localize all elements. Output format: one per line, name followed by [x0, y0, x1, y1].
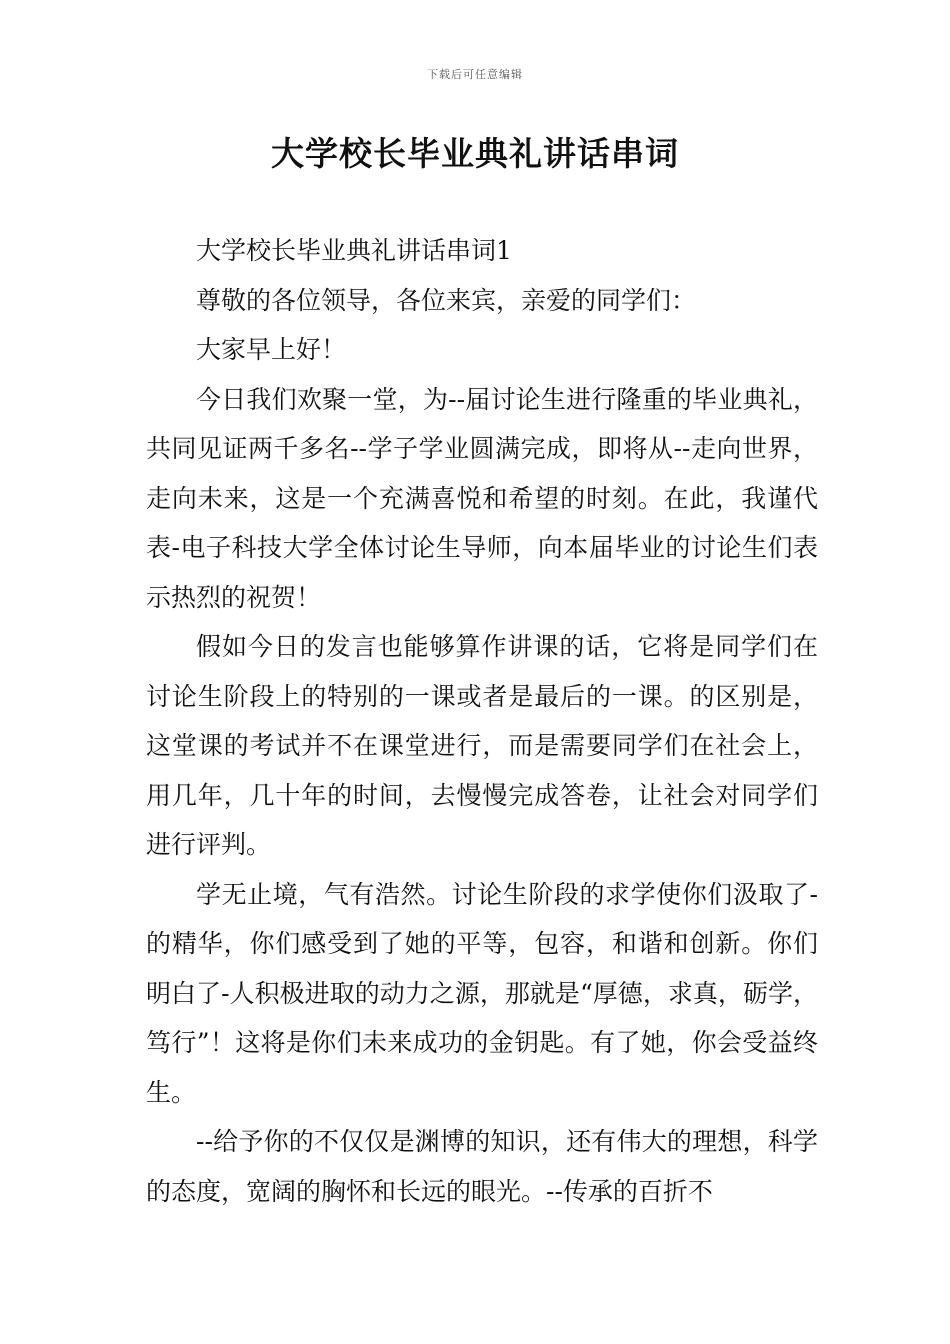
paragraph: 今日我们欢聚一堂，为--届讨论生进行隆重的毕业典礼，共同见证两千多名--学子学业圆满完成，即将从--走向世界，走向未来，这是一个充满喜悦和希望的时刻。在此，我谨代表-电子科技大学全体讨论生导师，向本届毕业的讨论生们表示热烈的祝贺！ — [146, 384, 818, 612]
document-body — [146, 226, 818, 1216]
paragraph-heading: 大学校长毕业典礼讲话串词1 — [196, 236, 512, 265]
paragraph: 学无止境，气有浩然。讨论生阶段的求学使你们汲取了-的精华，你们感受到了她的平等，包容，和谐和创新。你们明白了-人积极进取的动力之源，那就是“厚德，求真，砺学，笃行”！这将是你们未来成功的金钥匙。有了她，你会受益终生。 — [146, 879, 818, 1107]
paragraph: 假如今日的发言也能够算作讲课的话，它将是同学们在讨论生阶段上的特别的一课或者是最后的一课。的区别是，这堂课的考试并不在课堂进行，而是需要同学们在社会上，用几年，几十年的时间，去慢慢完成答卷，让社会对同学们进行评判。 — [146, 632, 818, 859]
paragraph-salutation: 尊敬的各位领导，各位来宾，亲爱的同学们： — [196, 285, 697, 315]
paragraph: --给予你的不仅仅是渊博的知识，还有伟大的理想，科学的态度，宽阔的胸怀和长远的眼光。--传承的百折不 — [146, 1127, 818, 1206]
document-title: 大学校长毕业典礼讲话串词 — [271, 134, 679, 173]
header-note: 下载后可任意编辑 — [427, 68, 523, 81]
paragraph-greeting: 大家早上好！ — [196, 335, 347, 364]
